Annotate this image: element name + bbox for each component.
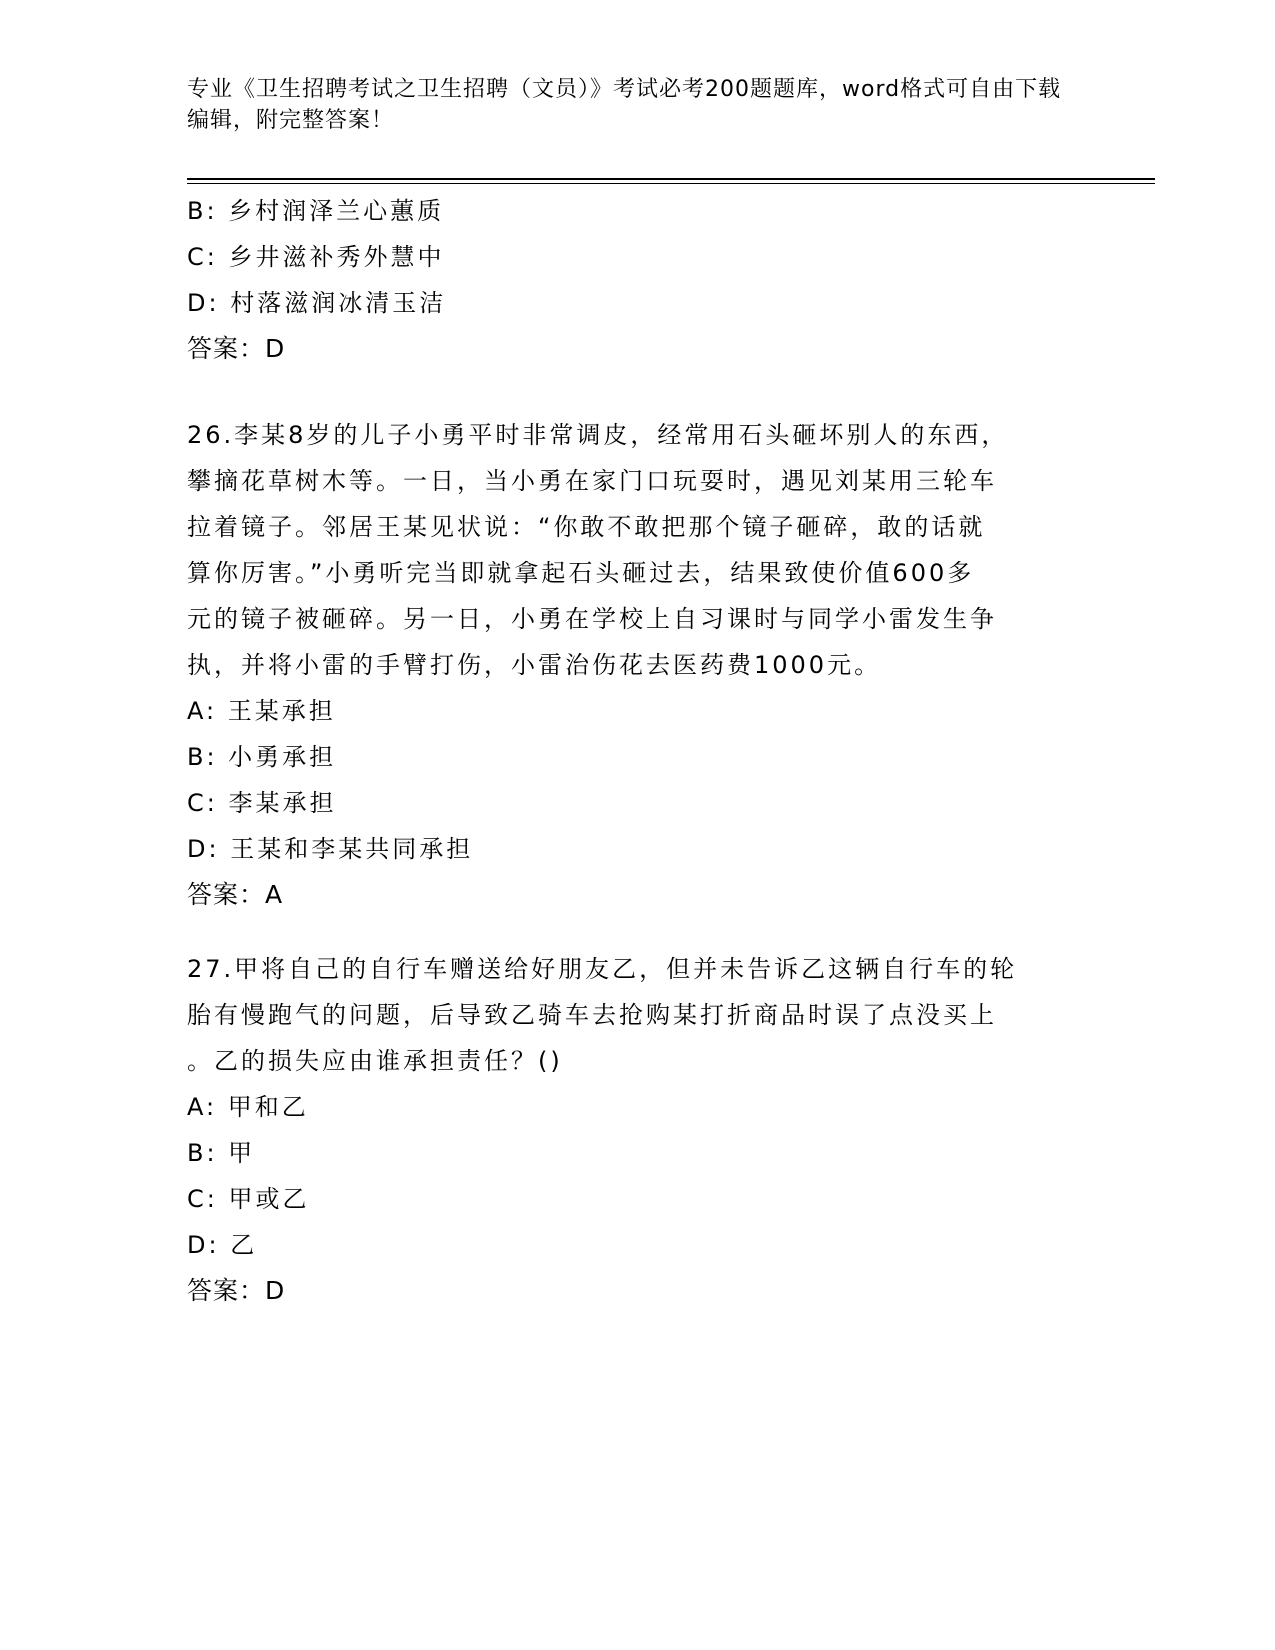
option-c: C: 李某承担: [187, 789, 337, 817]
header-divider-thin: [187, 183, 1155, 184]
option-c: C: 甲或乙: [187, 1185, 310, 1213]
option-b: B: 小勇承担: [187, 743, 337, 771]
option-d: D: 王某和李某共同承担: [187, 835, 474, 863]
question-stem-line: 执，并将小雷的手臂打伤，小雷治伤花去医药费1000元。: [187, 651, 882, 679]
answer-line: 答案：A: [187, 880, 284, 909]
option-b: B: 乡村润泽兰心蕙质: [187, 197, 445, 225]
option-b: B: 甲: [187, 1139, 256, 1167]
option-a: A: 甲和乙: [187, 1093, 309, 1121]
document-body: [187, 188, 1087, 1314]
question-stem-line: 。乙的损失应由谁承担责任？(): [187, 1047, 563, 1075]
question-25-continued: [187, 188, 1087, 372]
answer-line: 答案：D: [187, 1276, 286, 1305]
option-d: D: 乙: [187, 1231, 258, 1259]
option-d: D: 村落滋润冰清玉洁: [187, 289, 447, 317]
question-stem-line: 元的镜子被砸碎。另一日，小勇在学校上自习课时与同学小雷发生争: [187, 605, 997, 633]
question-26: [187, 412, 1087, 918]
question-27: [187, 946, 1087, 1314]
question-stem-line: 27.甲将自己的自行车赠送给好朋友乙，但并未告诉乙这辆自行车的轮: [187, 955, 1018, 983]
question-stem-line: 拉着镜子。邻居王某见状说：“你敢不敢把那个镜子砸碎，敢的话就: [187, 513, 986, 541]
option-a: A: 王某承担: [187, 697, 336, 725]
question-stem-line: 胎有慢跑气的问题，后导致乙骑车去抢购某打折商品时误了点没买上: [187, 1001, 997, 1029]
document-header: 专业《卫生招聘考试之卫生招聘（文员）》考试必考200题题库，word格式可自由下载编辑，附完整答案！: [187, 77, 1062, 133]
question-stem-line: 算你厉害。”小勇听完当即就拿起石头砸过去，结果致使价值600多: [187, 559, 975, 587]
option-c: C: 乡井滋补秀外慧中: [187, 243, 445, 271]
answer-line: 答案：D: [187, 334, 286, 363]
header-divider-thick: [187, 178, 1155, 180]
question-stem-line: 攀摘花草树木等。一日，当小勇在家门口玩耍时，遇见刘某用三轮车: [187, 467, 997, 495]
question-stem-line: 26.李某8岁的儿子小勇平时非常调皮，经常用石头砸坏别人的东西，: [187, 421, 1009, 449]
